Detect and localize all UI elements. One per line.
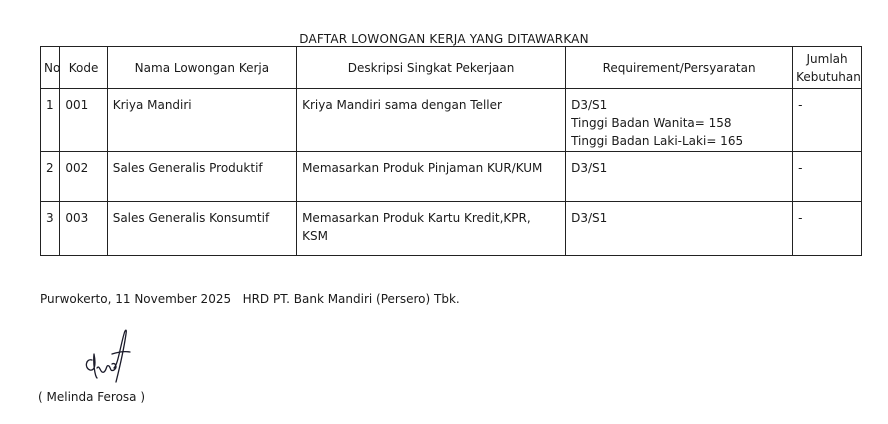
header-no: No (41, 47, 60, 89)
header-kode: Kode (60, 47, 107, 89)
table-row (41, 202, 862, 256)
cell-no: 2 (41, 152, 60, 202)
requirement-line: Tinggi Badan Wanita= 158 (571, 116, 732, 130)
cell-jumlah: - (793, 89, 862, 152)
cell-kode: 003 (60, 202, 107, 256)
requirement-line: Tinggi Badan Laki-Laki= 165 (571, 134, 744, 148)
issuer: HRD PT. Bank Mandiri (Persero) Tbk. (242, 292, 460, 306)
requirement-line: D3/S1 (571, 161, 608, 175)
signer-name: ( Melinda Ferosa ) (38, 390, 146, 404)
document-title: DAFTAR LOWONGAN KERJA YANG DITAWARKAN (299, 32, 589, 46)
cell-deskripsi: Kriya Mandiri sama dengan Teller (297, 89, 566, 152)
cell-nama: Kriya Mandiri (107, 89, 296, 152)
cell-deskripsi: Memasarkan Produk Kartu Kredit,KPR, KSM (297, 202, 566, 256)
cell-requirement (566, 202, 793, 256)
header-deskripsi: Deskripsi Singkat Pekerjaan (297, 47, 566, 89)
cell-no: 1 (41, 89, 60, 152)
cell-jumlah: - (793, 202, 862, 256)
table-row (41, 152, 862, 202)
requirement-line: D3/S1 (571, 98, 608, 112)
cell-nama: Sales Generalis Produktif (107, 152, 296, 202)
cell-nama: Sales Generalis Konsumtif (107, 202, 296, 256)
place-date: Purwokerto, 11 November 2025 (40, 292, 232, 306)
cell-requirement (566, 89, 793, 152)
header-requirement: Requirement/Persyaratan (566, 47, 793, 89)
handwritten-signature (78, 324, 148, 386)
header-jumlah: Jumlah Kebutuhan (793, 47, 862, 89)
cell-kode: 002 (60, 152, 107, 202)
table-header-row (41, 47, 862, 89)
cell-deskripsi: Memasarkan Produk Pinjaman KUR/KUM (297, 152, 566, 202)
cell-no: 3 (41, 202, 60, 256)
requirement-line: D3/S1 (571, 211, 608, 225)
vacancy-table (40, 46, 862, 256)
footer-place-issuer (40, 292, 460, 306)
cell-requirement (566, 152, 793, 202)
cell-kode: 001 (60, 89, 107, 152)
cell-jumlah: - (793, 152, 862, 202)
table-row (41, 89, 862, 152)
header-nama: Nama Lowongan Kerja (107, 47, 296, 89)
